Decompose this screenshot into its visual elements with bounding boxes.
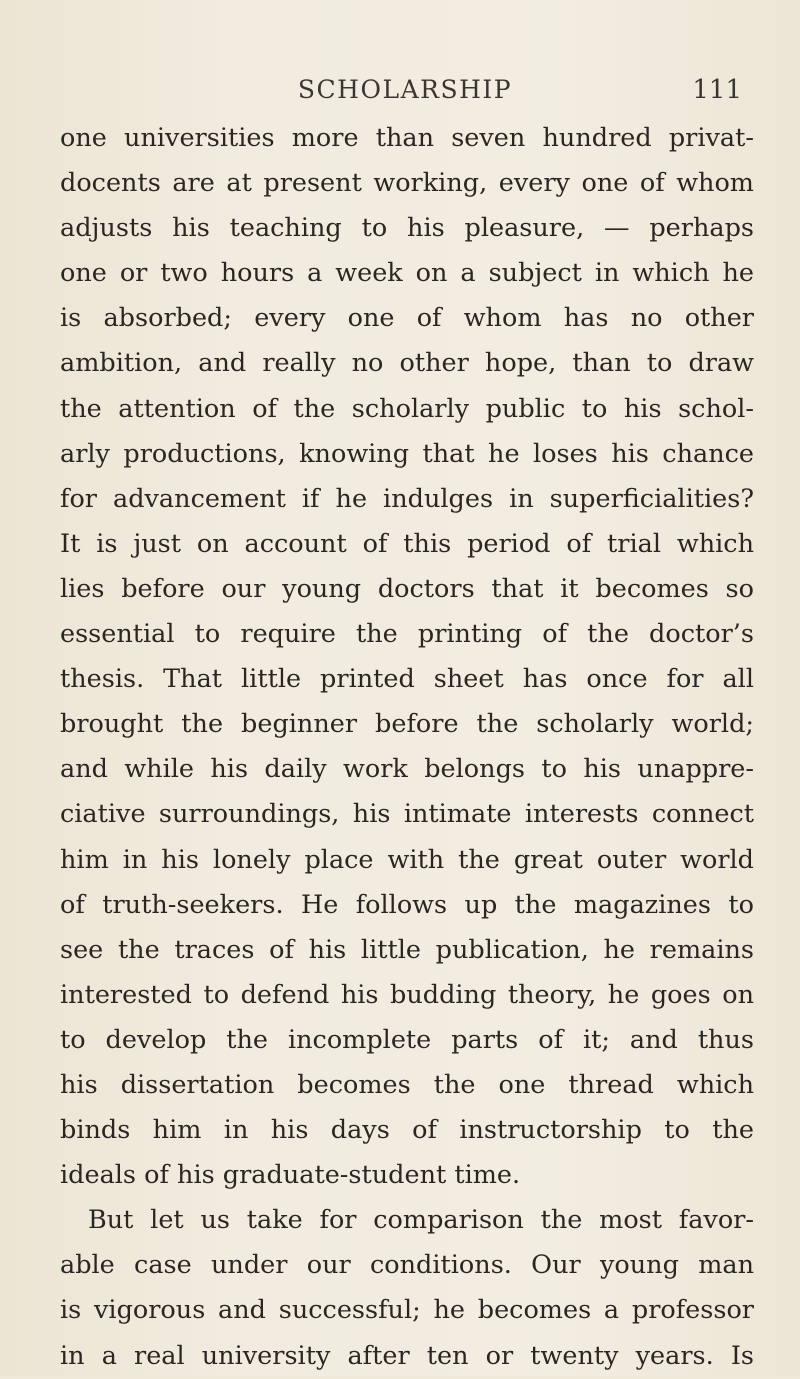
text-line: one or two hours a week on a subject in which he [60,258,754,289]
running-title: SCHOLARSHIP [297,75,513,104]
text-line: in a real university after ten or twenty years. Is [60,1340,754,1371]
text-line: of truth-seekers. He follows up the magazines to [60,889,754,920]
text-line: interested to defend his budding theory, he goes on [60,979,754,1010]
text-line: ambition, and really no other hope, than to draw [60,348,754,379]
text-line: ideals of his graduate-student time. [60,1160,521,1191]
body-text [60,116,754,1379]
running-head [60,72,750,108]
text-line: It is just on account of this period of trial which [60,528,754,559]
text-line: able case under our conditions. Our young man [60,1250,754,1281]
text-line: his dissertation becomes the one thread which [60,1069,754,1100]
text-line: one universities more than seven hundred privat- [60,123,754,153]
text-line: to develop the incomplete parts of it; and thus [60,1024,754,1055]
page-number: 111 [692,75,742,105]
text-line: docents are at present working, every one of whom [60,168,754,199]
text-line: brought the beginner before the scholarly world; [60,709,754,740]
text-line: him in his lonely place with the great outer world [60,844,754,875]
text-line: see the traces of his little publication, he remains [60,934,754,965]
text-line: is absorbed; every one of whom has no other [60,303,754,334]
text-line: adjusts his teaching to his pleasure, — perhaps [60,213,754,244]
text-line: thesis. That little printed sheet has once for all [60,664,754,695]
text-line: and while his daily work belongs to his unappre- [60,754,754,785]
text-line: the attention of the scholarly public to his schol- [60,393,754,424]
text-line: lies before our young doctors that it becomes so [60,573,754,604]
text-line: arly productions, knowing that he loses his chance [60,438,754,469]
text-line: ciative surroundings, his intimate interests connect [60,799,754,830]
text-line: essential to require the printing of the doctor’s [60,619,754,650]
text-line: binds him in his days of instructorship to the [60,1115,754,1146]
text-line: is vigorous and successful; he becomes a professor [60,1295,754,1326]
text-line: for advancement if he indulges in superficialities? [60,483,754,514]
text-line: But let us take for comparison the most favor- [88,1205,754,1236]
